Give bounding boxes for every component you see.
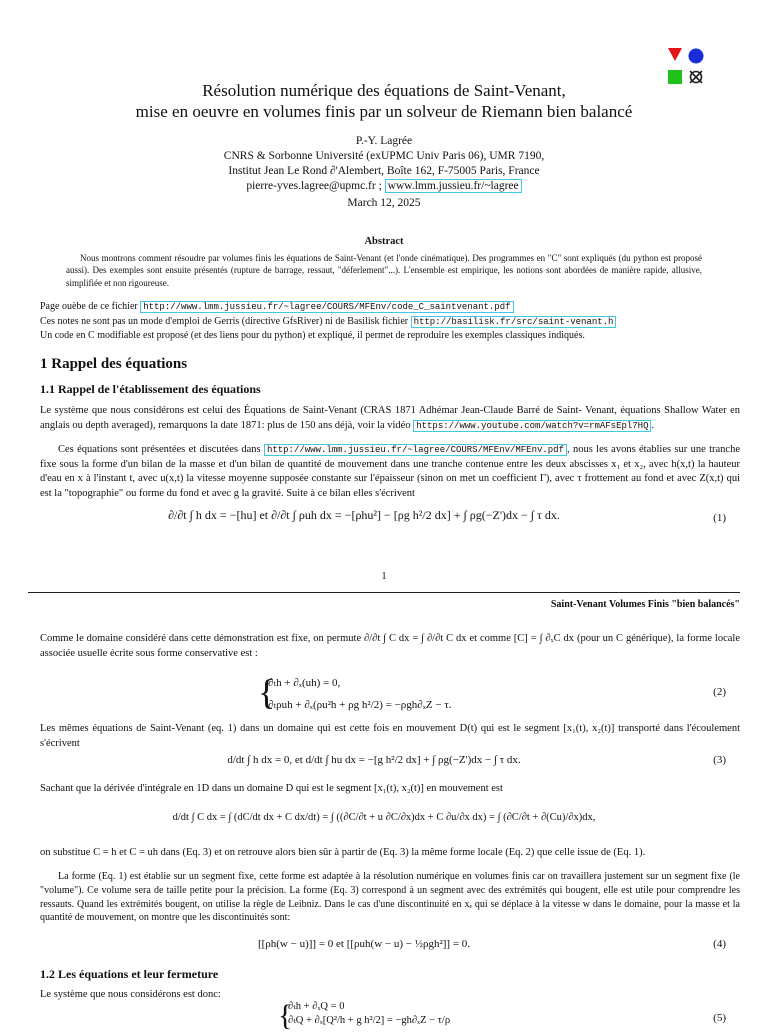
paragraph-6: on substitue C = h et C = uh dans (Eq. 3) et on retrouve alors bien sûr à partir de (Eq. 3) la même forme locale (Eq. 2) que celle issue de (Eq. 1). (40, 847, 646, 858)
equation-2-number: (2) (713, 686, 726, 698)
title-line-1: Résolution numérique des équations de Saint-Venant, (202, 81, 566, 100)
page-number: 1 (381, 571, 387, 582)
equation-2b: ∂ₜρuh + ∂ₓ(ρu²h + ρg h²/2) = −ρgh∂ₓZ − τ. (268, 699, 452, 711)
equation-3-number: (3) (713, 754, 726, 766)
paragraph-3: Comme le domaine considéré dans cette démonstration est fixe, on permute ∂/∂t ∫ C dx = ∫ ∂/∂t C dx et comme [C] = ∫ ∂ₓC dx (pour un C générique), la forme locale associée usuelle écrite sous forme conservative est : (40, 633, 740, 659)
paragraph-7: La forme (Eq. 1) est établie sur un segment fixe, cette forme est adaptée à la résolution numérique en volumes finis car on travaillera justement sur un segment fixe (le "volume"). Ce volume sera de taille petite pour la précision. La forme (Eq. 3) correspond à un segment avec des extrémités qui bougent, elle est utile pour comprendre les ressauts. Quand les extrémités bougent, on utilise la règle de Leibniz. Dans le cas d'une discontinuité en xₑ qui se déplace à la vitesse w dans le domaine, pour la masse et la quantité de mouvement, on montre que les discontinuités sont: (40, 871, 740, 924)
paragraph-4: Les mêmes équations de Saint-Venant (eq. 1) dans un domaine qui est cette fois en mouvement D(t) qui est le segment [x₁(t), x₂(t)] transporté dans l'écoulement s'écrivent (40, 723, 740, 749)
equation-2 (258, 672, 452, 716)
pdf-link[interactable]: http://www.lmm.jussieu.fr/~lagree/COURS/MFEnv/code_C_saintvenant.pdf (140, 301, 513, 313)
equation-3: d/dt ∫ h dx = 0, et d/dt ∫ hu dx = −[g h²/2 dx] + ∫ ρg(−Z')dx − ∫ τ dx. (227, 754, 521, 766)
web-line-3: Un code en C modifiable est proposé (et des liens pour du python) et expliqué, il permet de reproduire les exemples classiques indiqués. (40, 330, 585, 341)
equation-5b: ∂ₜQ + ∂ₓ[Q²/h + g h²/2] = −gh∂ₓZ − τ/ρ (288, 1015, 451, 1026)
paragraph-2: Ces équations sont présentées et discutées dans http://www.lmm.jussieu.fr/~lagree/COURS/MFEnv/MFEnv.pdf , nous les avons établies sur une tranche fixe sous la forme d'un bilan de la masse et d'un bilan de quantité de mouvement dans une tranche contenue entre les deux abscisses x₁ et x₂, avec h(x,t) la hauteur d'eau en x à l'instant t, avec u(x,t) la vitesse moyenne supposée constante sur l'épaisseur (sinon on met un coefficient Γ), avec τ frottement au fond et avec Z(x,t) qui est la "topographie" ou forme du fond et avec g la gravité. Suite à ce bilan elles s'écrivent (40, 444, 740, 499)
equation-2a: ∂ₜh + ∂ₓ(uh) = 0, (268, 677, 341, 689)
contact-line (0, 179, 768, 194)
equation-4-number: (4) (713, 938, 726, 950)
affiliation-2: Institut Jean Le Rond ∂'Alembert, Boîte 162, F-75005 Paris, France (228, 165, 540, 177)
basilisk-link[interactable]: http://basilisk.fr/src/saint-venant.h (411, 316, 617, 328)
equation-leibniz: d/dt ∫ C dx = ∫ (dC/dt dx + C dx/dt) = ∫ ((∂C/∂t + u ∂C/∂x)dx + C ∂u/∂x dx) = ∫ (∂C/∂t + ∂(Cu)/∂x)dx, (172, 812, 596, 823)
equation-5-number: (5) (713, 1012, 726, 1024)
document-title (0, 80, 768, 122)
blue-circle-icon (689, 49, 704, 64)
email: pierre-yves.lagree@upmc.fr ; (246, 180, 382, 192)
equation-1-number: (1) (713, 512, 726, 524)
running-head: Saint-Venant Volumes Finis "bien balancés" (550, 599, 740, 610)
subsection-heading-1-2: 1.2 Les équations et leur fermeture (40, 967, 219, 981)
paragraph-1: Le système que nous considérons est celui des Équations de Saint-Venant (CRAS 1871 Adhémar Jean-Claude Barré de Saint- Venant, équations Shallow Water en anglais ou depth averaged), remarquons la date 1871: plus de 150 ans déjà, voir la vidéo https://www.youtube.com/watch?v=rmAFsEpl7HQ . (40, 405, 740, 431)
left-brace: { (258, 672, 276, 712)
abstract-text: Nous montrons comment résoudre par volumes finis les équations de Saint-Venant (et l'onde cinématique). Des programmes en "C" sont expliqués (du python est proposé aussi). Des exemples sont ensuite présentés (rupture de barrage, ressaut, "déferlement"...). L'ensemble est empirique, les notions sont abordées de manière rapide, allusive, simplifiée et non rigoureuse. (66, 253, 702, 288)
left-brace-2: { (278, 999, 293, 1032)
date: March 12, 2025 (347, 197, 421, 209)
affiliation-1: CNRS & Sorbonne Université (exUPMC Univ Paris 06), UMR 7190, (223, 150, 545, 162)
website-link[interactable]: www.lmm.jussieu.fr/~lagree (385, 179, 522, 193)
equation-5a: ∂ₜh + ∂ₓQ = 0 (288, 1001, 345, 1012)
abstract-title: Abstract (364, 236, 404, 247)
video-link[interactable]: https://www.youtube.com/watch?v=rmAFsEpl7HQ (413, 420, 651, 432)
paragraph-8: Le système que nous considérons est donc: (40, 989, 221, 1000)
equation-1: ∂/∂t ∫ h dx = −[hu] et ∂/∂t ∫ ρuh dx = −[ρhu²] − [ρg h²/2 dx] + ∫ ρg(−Z')dx − ∫ τ dx. (168, 508, 560, 522)
section-heading-1: 1 Rappel des équations (40, 356, 188, 372)
mfenv-link[interactable]: http://www.lmm.jussieu.fr/~lagree/COURS/MFEnv/MFEnv.pdf (264, 444, 567, 456)
red-triangle-icon (668, 48, 682, 61)
author-block (0, 134, 768, 194)
subsection-heading-1-1: 1.1 Rappel de l'établissement des équations (40, 382, 261, 396)
web-line-2: Ces notes ne sont pas un mode d'emploi de Gerris (directive GfsRiver) ni de Basilisk fichier http://basilisk.fr/src/saint-venant.h (40, 315, 740, 330)
title-line-2: mise en oeuvre en volumes finis par un solveur de Riemann bien balancé (135, 102, 633, 121)
author: P.-Y. Lagrée (355, 135, 413, 147)
links-block (40, 300, 740, 343)
paragraph-5: Sachant que la dérivée d'intégrale en 1D dans un domaine D qui est le segment [x₁(t), x₂(t)] en mouvement est (40, 783, 503, 794)
web-line-1: Page ouèbe de ce fichier http://www.lmm.jussieu.fr/~lagree/COURS/MFEnv/code_C_saintvenant.pdf (40, 300, 740, 315)
equation-4: [[ρh(w − u)]] = 0 et [[ρuh(w − u) − ½ρgh²]] = 0. (257, 938, 471, 950)
page-separator (28, 592, 740, 593)
